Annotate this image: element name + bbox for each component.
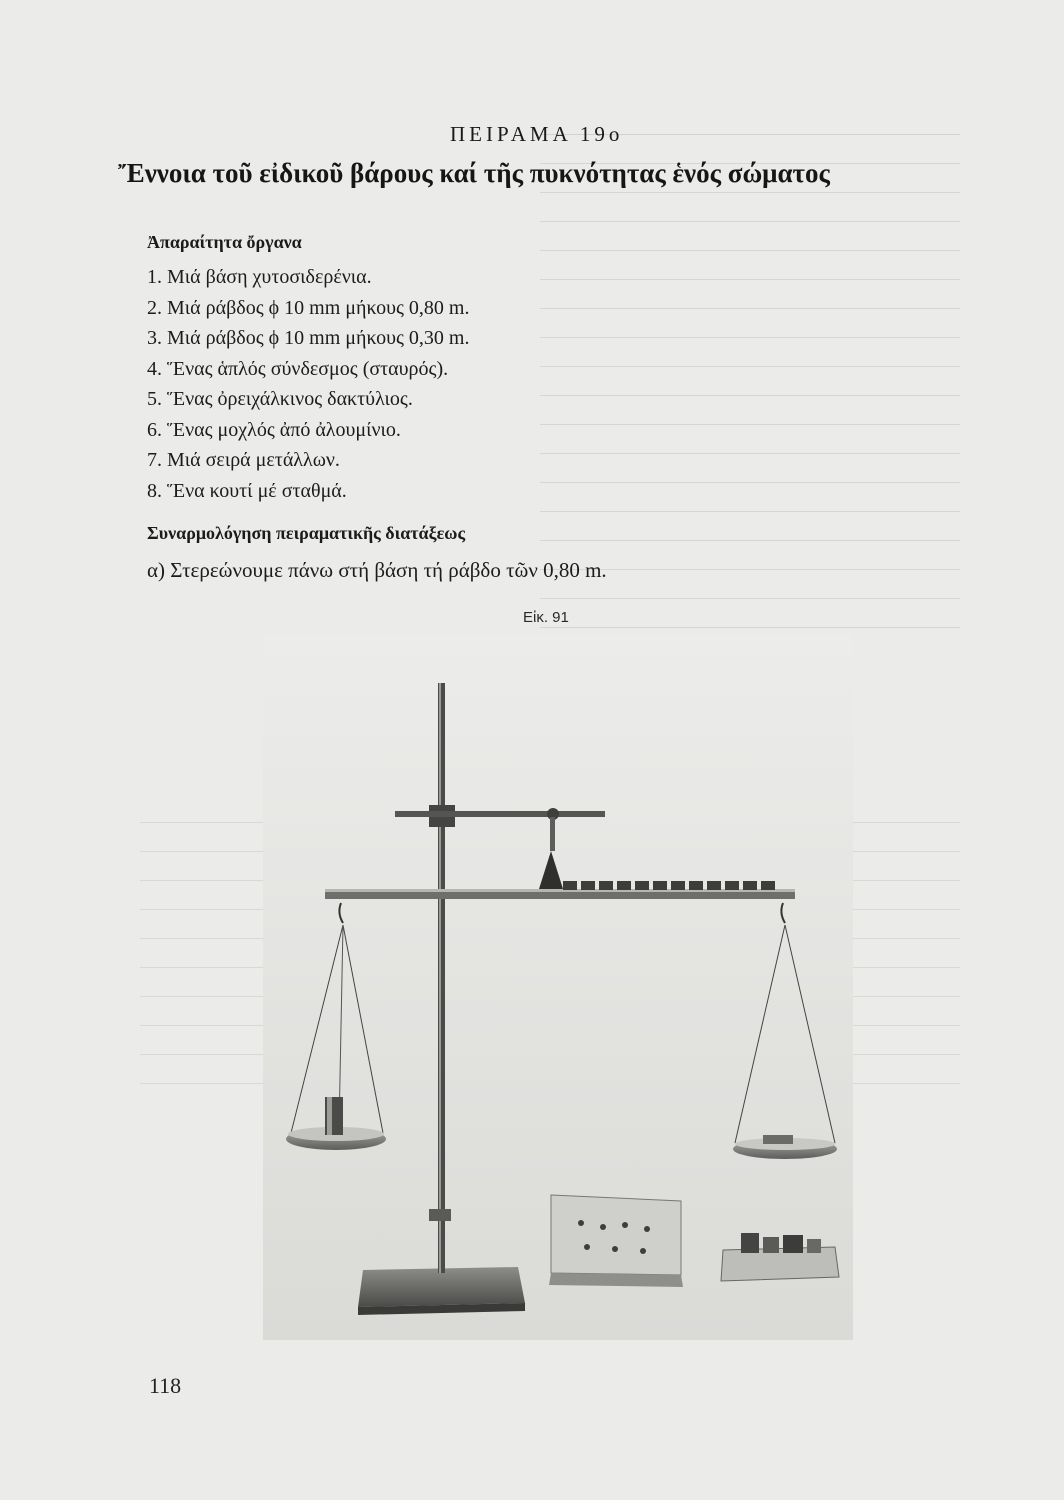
apparatus-photo [263, 635, 853, 1340]
equipment-item: 5. Ἕνας ὀρειχάλκινος δακτύλιος. [147, 388, 413, 410]
bleed-through-texture [540, 110, 960, 670]
page-heading: Ἔννοια τοῦ εἰδικοῦ βάρους καί τῆς πυκνότητας ἑνός σώματος [118, 158, 830, 188]
equipment-list [147, 262, 469, 506]
cast-iron-base [358, 1267, 525, 1315]
experiment-title: ΠΕΙΡΑΜΑ 19ο [450, 122, 624, 146]
equipment-item: 4. Ἕνας ἁπλός σύνδεσμος (σταυρός). [147, 357, 449, 380]
equipment-section-label: Ἀπαραίτητα ὄργανα [147, 232, 302, 252]
equipment-item: 1. Μιά βάση χυτοσιδερένια. [147, 266, 372, 288]
equipment-item: 2. Μιά ράβδος ϕ 10 mm μήκους 0,80 m. [147, 296, 470, 319]
equipment-item: 3. Μιά ράβδος ϕ 10 mm μήκους 0,30 m. [147, 327, 470, 349]
weights-box [549, 1195, 683, 1287]
equipment-item: 6. Ἕνας μοχλός ἀπό ἀλουμίνιο. [147, 418, 401, 441]
page-number: 118 [149, 1373, 182, 1398]
assembly-step-a: α) Στερεώνουμε πάνω στή βάση τή ράβδο τῶν 0,80 m. [147, 558, 607, 582]
equipment-item: 8. Ἕνα κουτί μέ σταθμά. [147, 479, 347, 502]
figure-caption: Εἰκ. 91 [523, 609, 569, 626]
equipment-item: 7. Μιά σειρά μετάλλων. [147, 449, 340, 471]
assembly-section-label: Συναρμολόγηση πειραματικῆς διατάξεως [147, 523, 466, 543]
